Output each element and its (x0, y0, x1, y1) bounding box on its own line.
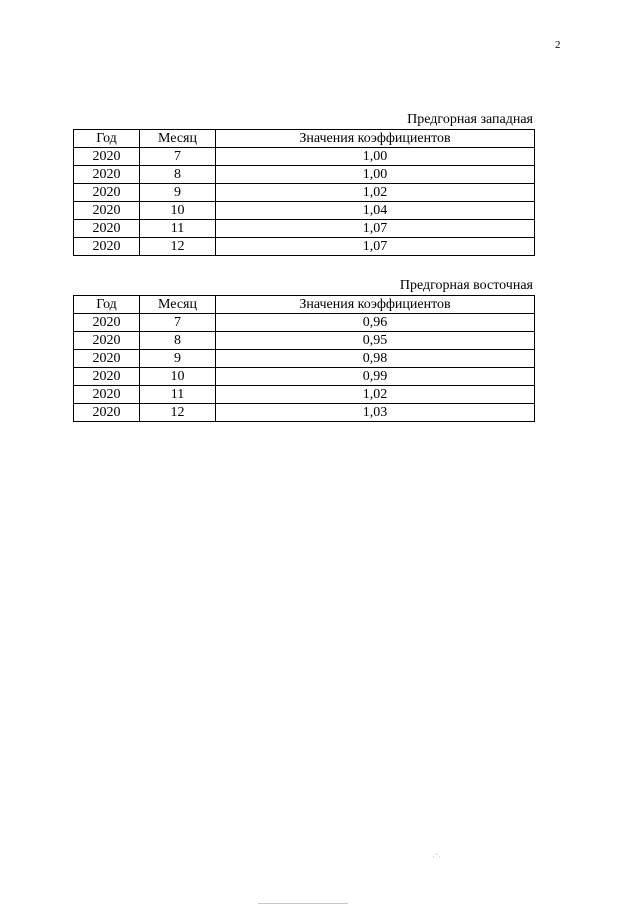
header-coefficient: Значения коэффициентов (216, 296, 535, 314)
cell-coefficient: 0,99 (216, 368, 535, 386)
cell-month: 9 (140, 350, 216, 368)
cell-coefficient: 1,02 (216, 386, 535, 404)
table-row (74, 350, 535, 368)
header-coefficient: Значения коэффициентов (216, 130, 535, 148)
table-title-east: Предгорная восточная (399, 278, 533, 293)
cell-coefficient: 1,02 (216, 184, 535, 202)
coefficients-table-east (73, 295, 535, 422)
cell-coefficient: 1,00 (216, 166, 535, 184)
cell-year: 2020 (74, 238, 140, 256)
cell-month: 12 (140, 404, 216, 422)
cell-year: 2020 (74, 220, 140, 238)
table-row (74, 166, 535, 184)
cell-year: 2020 (74, 404, 140, 422)
table-row (74, 202, 535, 220)
cell-coefficient: 0,96 (216, 314, 535, 332)
table-row (74, 386, 535, 404)
cell-coefficient: 1,07 (216, 220, 535, 238)
table-header-row (74, 296, 535, 314)
table-row (74, 220, 535, 238)
cell-coefficient: 0,98 (216, 350, 535, 368)
cell-coefficient: 1,07 (216, 238, 535, 256)
cell-coefficient: 1,04 (216, 202, 535, 220)
cell-year: 2020 (74, 202, 140, 220)
page-number: 2 (555, 39, 561, 51)
cell-month: 11 (140, 386, 216, 404)
coefficients-table-west (73, 129, 535, 256)
table-row (74, 148, 535, 166)
table-row (74, 314, 535, 332)
table-title-west: Предгорная западная (407, 112, 533, 127)
scan-artifact-edge (258, 903, 348, 904)
table-row (74, 368, 535, 386)
cell-month: 8 (140, 332, 216, 350)
cell-month: 10 (140, 202, 216, 220)
cell-year: 2020 (74, 386, 140, 404)
scan-artifact-mark: ·˘· (432, 852, 441, 862)
cell-year: 2020 (74, 368, 140, 386)
cell-coefficient: 0,95 (216, 332, 535, 350)
cell-month: 9 (140, 184, 216, 202)
cell-year: 2020 (74, 184, 140, 202)
cell-coefficient: 1,03 (216, 404, 535, 422)
table-row (74, 404, 535, 422)
cell-coefficient: 1,00 (216, 148, 535, 166)
cell-year: 2020 (74, 314, 140, 332)
cell-month: 10 (140, 368, 216, 386)
table-header-row (74, 130, 535, 148)
header-year: Год (74, 296, 140, 314)
cell-month: 8 (140, 166, 216, 184)
cell-month: 7 (140, 148, 216, 166)
cell-year: 2020 (74, 148, 140, 166)
cell-month: 12 (140, 238, 216, 256)
header-month: Месяц (140, 296, 216, 314)
cell-year: 2020 (74, 332, 140, 350)
cell-month: 7 (140, 314, 216, 332)
table-row (74, 238, 535, 256)
cell-month: 11 (140, 220, 216, 238)
header-year: Год (74, 130, 140, 148)
table-row (74, 184, 535, 202)
cell-year: 2020 (74, 350, 140, 368)
table-row (74, 332, 535, 350)
cell-year: 2020 (74, 166, 140, 184)
header-month: Месяц (140, 130, 216, 148)
